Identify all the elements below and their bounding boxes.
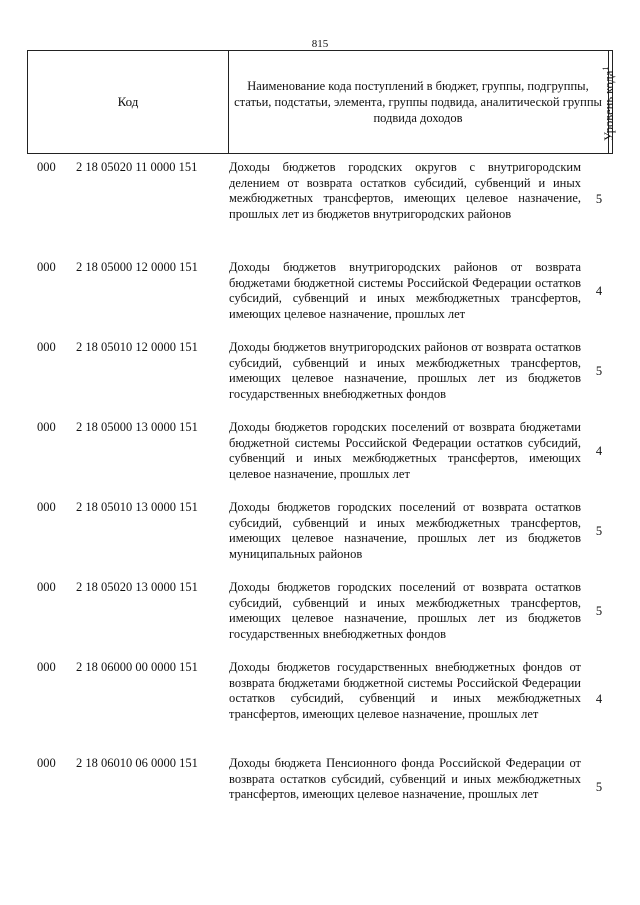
row-group: 000 xyxy=(37,420,56,434)
table-row xyxy=(0,420,640,482)
row-code: 2 18 05010 12 0000 151 xyxy=(76,340,198,354)
table-row xyxy=(0,660,640,738)
row-group: 000 xyxy=(37,260,56,274)
table-row xyxy=(0,756,640,818)
row-description: Доходы бюджетов государственных внебюджетных фондов от возврата бюджетами бюджетной системы Российской Федерации остатков субсидий, субвенций и иных межбюджетных трансфертов, имеющих целевое назначение, прошлых лет xyxy=(229,660,581,721)
header-name: Наименование кода поступлений в бюджет, группы, подгруппы, статьи, подстатьи, элемента, группы подвида, аналитической группы подвида доходов xyxy=(228,51,609,153)
table-row xyxy=(0,340,640,402)
table-row xyxy=(0,500,640,562)
page-number: 815 xyxy=(311,38,329,50)
row-group: 000 xyxy=(37,756,56,770)
row-description: Доходы бюджетов городских поселений от возврата остатков субсидий, субвенций и иных межбюджетных трансфертов, имеющих целевое назначение, прошлых лет из бюджетов муниципальных районов xyxy=(229,500,581,561)
table-row xyxy=(0,160,640,238)
header-level xyxy=(601,67,617,141)
row-group: 000 xyxy=(37,660,56,674)
row-level: 4 xyxy=(595,692,603,706)
row-code: 2 18 05020 13 0000 151 xyxy=(76,580,198,594)
table-body xyxy=(0,160,640,801)
row-description: Доходы бюджетов городских поселений от возврата бюджетами бюджетной системы Российской Федерации остатков субсидий, субвенций и иных межбюджетных трансфертов, имеющих целевое назначение, прошлых лет xyxy=(229,420,581,481)
row-level: 5 xyxy=(595,780,603,794)
row-group: 000 xyxy=(37,500,56,514)
row-group: 000 xyxy=(37,340,56,354)
row-group: 000 xyxy=(37,580,56,594)
header-code: Код xyxy=(28,51,229,153)
row-code: 2 18 06010 06 0000 151 xyxy=(76,756,198,770)
row-level: 5 xyxy=(595,604,603,618)
row-level: 5 xyxy=(595,524,603,538)
row-code: 2 18 05000 13 0000 151 xyxy=(76,420,198,434)
row-level: 4 xyxy=(595,284,603,298)
row-code: 2 18 05020 11 0000 151 xyxy=(76,160,198,174)
row-description: Доходы бюджетов внутригородских районов от возврата бюджетами бюджетной системы Российской Федерации остатков субсидий, субвенций и иных межбюджетных трансфертов, имеющих целевое назначение, прошлых лет xyxy=(229,260,581,321)
row-description: Доходы бюджетов городских поселений от возврата остатков субсидий, субвенций и иных межбюджетных трансфертов, имеющих целевое назначение, прошлых лет из бюджетов государственных внебюджетных фондов xyxy=(229,580,581,641)
row-level: 5 xyxy=(595,192,603,206)
row-level: 5 xyxy=(595,364,603,378)
row-description: Доходы бюджетов внутригородских районов от возврата остатков субсидий, субвенций и иных межбюджетных трансфертов, имеющих целевое назначение, прошлых лет из бюджетов государственных внебюджетных фондов xyxy=(229,340,581,401)
row-code: 2 18 05010 13 0000 151 xyxy=(76,500,198,514)
row-code: 2 18 05000 12 0000 151 xyxy=(76,260,198,274)
header-level-footnote: 1 xyxy=(601,66,610,71)
row-description: Доходы бюджетов городских округов с внутригородским делением от возврата остатков субсидий, субвенций и иных межбюджетных трансфертов, имеющих целевое назначение, прошлых лет из бюджетов внутригородских районов xyxy=(229,160,581,221)
row-level: 4 xyxy=(595,444,603,458)
header-level-label: Уровень кода xyxy=(602,70,617,141)
row-code: 2 18 06000 00 0000 151 xyxy=(76,660,198,674)
row-group: 000 xyxy=(37,160,56,174)
table-header xyxy=(27,50,617,154)
row-description: Доходы бюджета Пенсионного фонда Российской Федерации от возврата остатков субсидий, субвенций и иных межбюджетных трансфертов, имеющих целевое назначение, прошлых лет xyxy=(229,756,581,801)
table-row xyxy=(0,260,640,322)
table-row xyxy=(0,580,640,642)
